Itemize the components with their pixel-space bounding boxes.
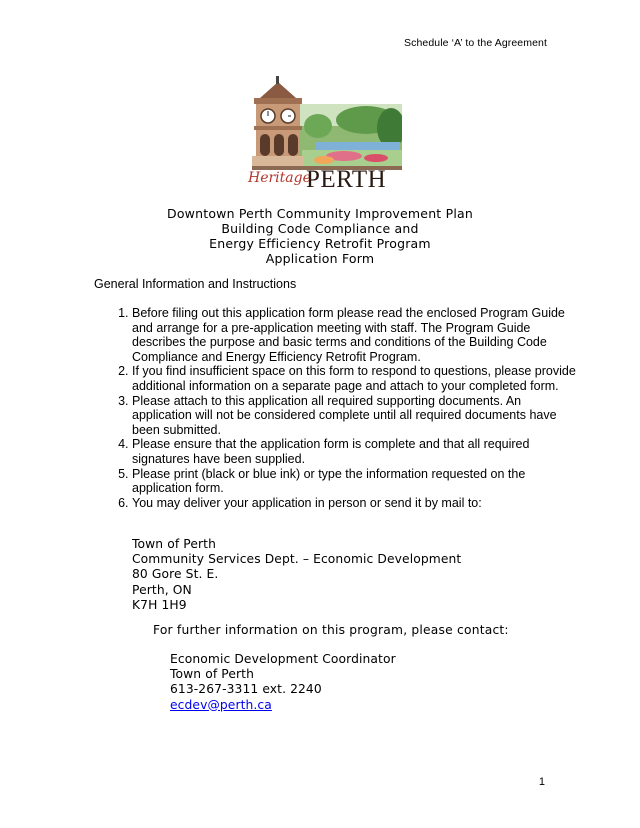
contact-block — [170, 652, 396, 713]
address-line: Perth, ON — [132, 582, 192, 597]
mailing-address — [132, 537, 461, 613]
instruction-item: 1. Before filing out this application form please read the enclosed Program Guide and arrange for a pre-application meeting with staff. The Program Guide describes the purpose and basic terms and conditions of the Building Code Compliance and Energy Efficiency Retrofit Program. — [132, 306, 582, 364]
page-number: 1 — [538, 776, 545, 788]
contact-org: Town of Perth — [170, 667, 254, 682]
contact-phone: 613-267-3311 ext. 2240 — [170, 682, 322, 697]
title-line: Downtown Perth Community Improvement Plan — [167, 206, 473, 221]
instruction-item: 2. If you find insufficient space on this form to respond to questions, please provide additional information on a separate page and attach to your completed form. — [132, 364, 582, 393]
heritage-perth-logo — [246, 76, 402, 196]
title-line: Application Form — [265, 251, 375, 266]
instruction-item: 6. You may deliver your application in person or send it by mail to: — [132, 496, 582, 511]
instruction-item: 5. Please print (black or blue ink) or type the information requested on the application form. — [132, 467, 582, 496]
instructions-list — [94, 306, 582, 510]
title-line: Energy Efficiency Retrofit Program — [209, 236, 431, 251]
instruction-item: 4. Please ensure that the application form is complete and that all required signatures have been supplied. — [132, 437, 582, 466]
section-heading: General Information and Instructions — [94, 277, 297, 291]
logo-name-text: PERTH — [306, 166, 387, 193]
document-title — [0, 206, 640, 266]
logo-script-text: Heritage — [248, 170, 311, 186]
instruction-item: 3. Please attach to this application all required supporting documents. An application will not be considered complete until all required documents have been submitted. — [132, 394, 582, 438]
schedule-label: Schedule ‘A’ to the Agreement — [404, 37, 547, 49]
address-line: Community Services Dept. – Economic Development — [132, 552, 462, 567]
address-line: 80 Gore St. E. — [132, 567, 219, 582]
title-line: Building Code Compliance and — [221, 221, 419, 236]
contact-email-link[interactable]: ecdev@perth.ca — [170, 697, 272, 712]
contact-title: Economic Development Coordinator — [170, 652, 396, 666]
address-line: Town of Perth — [132, 537, 216, 551]
contact-intro: For further information on this program, please contact: — [153, 623, 509, 637]
address-line: K7H 1H9 — [132, 597, 187, 612]
